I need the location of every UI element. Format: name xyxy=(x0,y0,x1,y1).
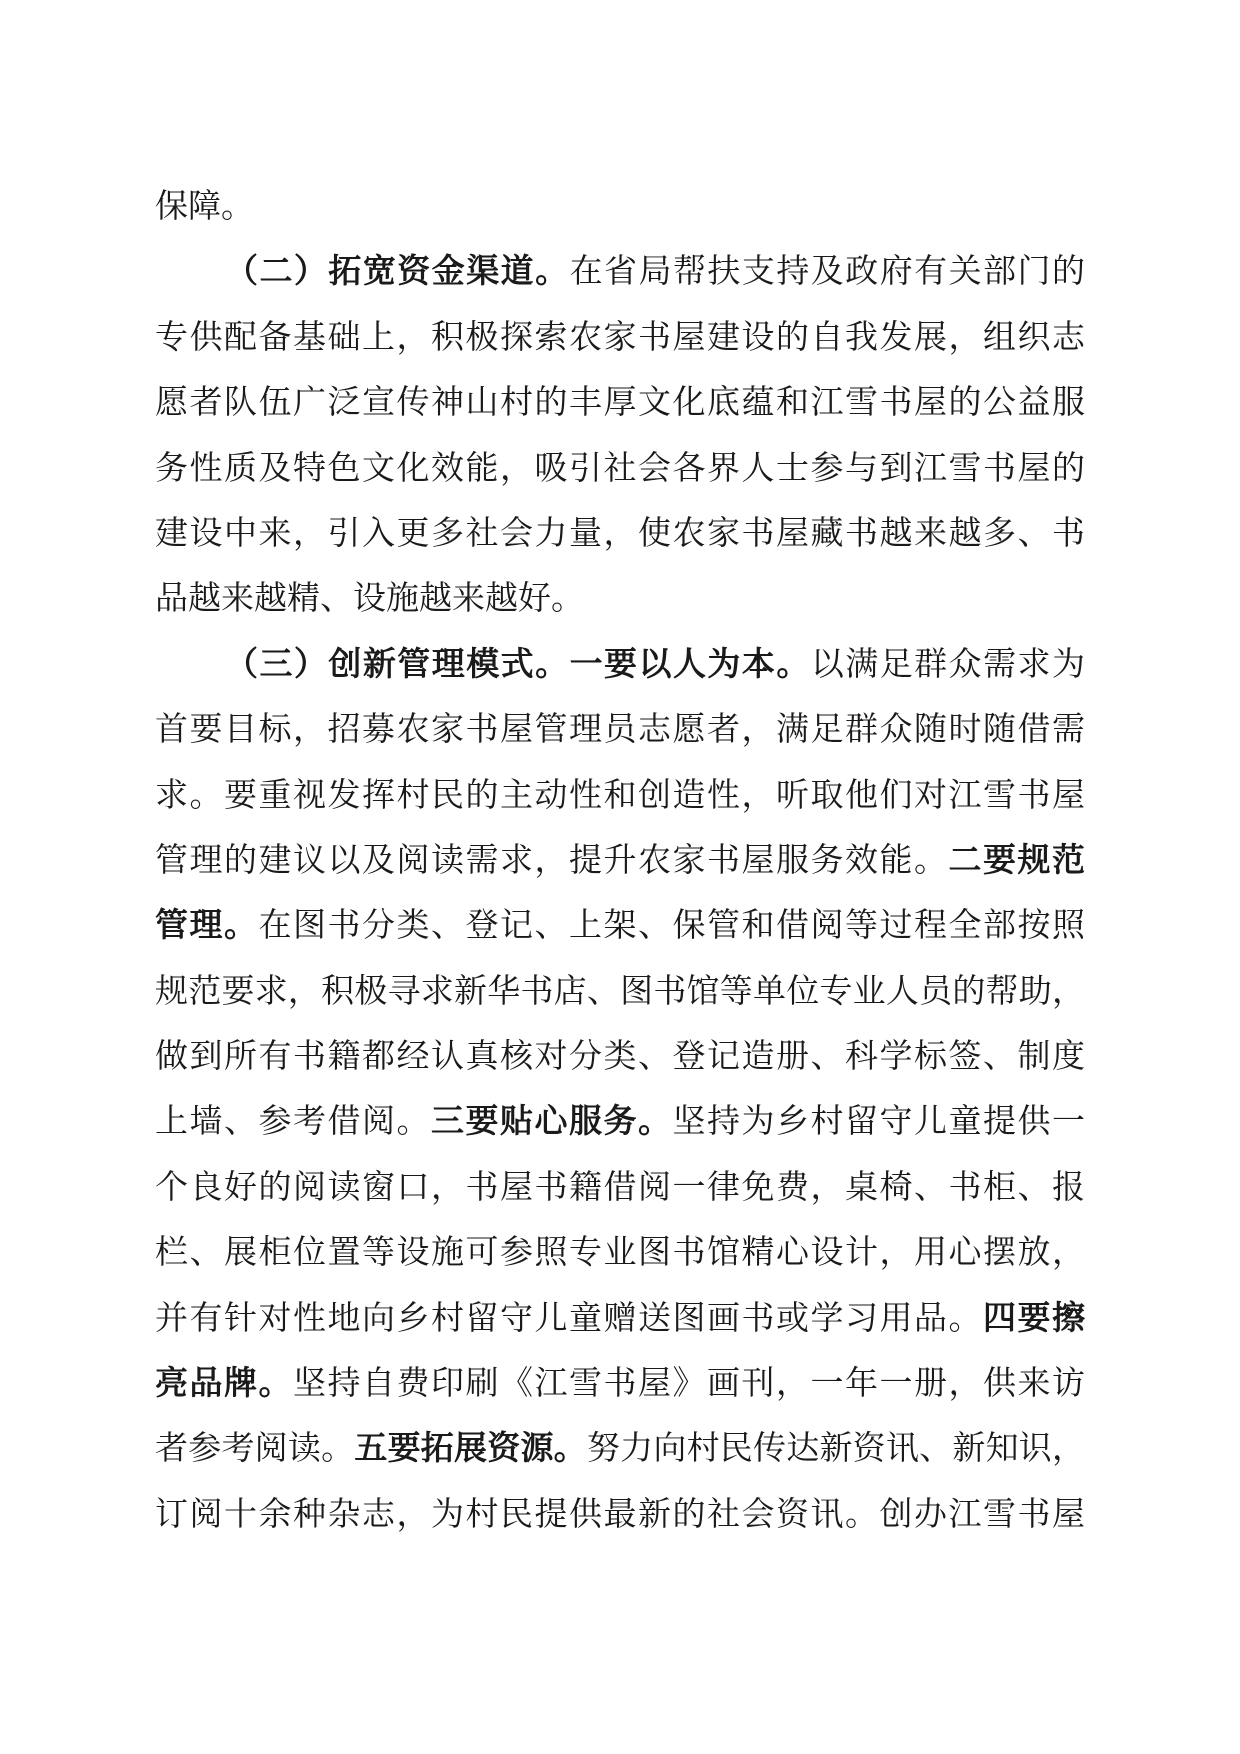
text-line xyxy=(155,513,1085,578)
text-segment: 在图书分类、登记、上架、保管和借阅等过程全部按照 xyxy=(258,905,1085,945)
text-segment: 管理的建议以及阅读需求，提升农家书屋服务效能。 xyxy=(155,839,949,879)
text-line xyxy=(155,317,1085,382)
text-segment: 品越来越精、设施越来越好。 xyxy=(155,578,584,618)
text-segment: 订阅十余种杂志，为村民提供最新的社会资讯。创办江雪书屋 xyxy=(155,1493,1085,1533)
text-segment: 上墙、参考借阅。 xyxy=(155,1101,431,1141)
text-line xyxy=(155,448,1085,513)
text-segment: 个良好的阅读窗口，书屋书籍借阅一律免费，桌椅、书柜、报 xyxy=(155,1166,1085,1206)
text-segment: 务性质及特色文化效能，吸引社会各界人士参与到江雪书屋的 xyxy=(155,447,1085,487)
bold-heading-segment: 亮品牌。 xyxy=(155,1363,293,1403)
text-line xyxy=(155,186,1085,251)
text-segment: 者参考阅读。 xyxy=(155,1428,355,1468)
text-segment: 愿者队伍广泛宣传神山村的丰厚文化底蕴和江雪书屋的公益服 xyxy=(155,382,1085,422)
text-segment: 坚持为乡村留守儿童提供一 xyxy=(672,1101,1085,1141)
text-line xyxy=(155,1363,1085,1428)
text-line xyxy=(155,1298,1085,1363)
text-line xyxy=(155,578,1085,643)
text-segment: 努力向村民传达新资讯、新知识， xyxy=(586,1428,1086,1468)
bold-heading-segment: （二）拓宽资金渠道。 xyxy=(225,251,570,291)
text-line xyxy=(155,905,1085,970)
text-line xyxy=(155,1232,1085,1297)
text-segment: 做到所有书籍都经认真核对分类、登记造册、科学标签、制度 xyxy=(155,1036,1085,1076)
bold-heading-segment: 五要拓展资源。 xyxy=(354,1428,587,1468)
text-line xyxy=(155,1428,1085,1493)
text-line xyxy=(155,1167,1085,1232)
text-segment: 在省局帮扶支持及政府有关部门的 xyxy=(569,251,1086,291)
text-line xyxy=(155,382,1085,447)
bold-heading-segment: 四要擦 xyxy=(983,1297,1085,1337)
text-line xyxy=(155,709,1085,774)
text-line xyxy=(155,1036,1085,1101)
body-text xyxy=(155,186,1085,1559)
bold-heading-segment: （三）创新管理模式。 xyxy=(225,643,570,683)
text-segment: 首要目标，招募农家书屋管理员志愿者，满足群众随时随借需 xyxy=(155,709,1085,749)
text-segment: 栏、展柜位置等设施可参照专业图书馆精心设计，用心摆放， xyxy=(155,1232,1085,1272)
text-segment: 专供配备基础上，积极探索农家书屋建设的自我发展，组织志 xyxy=(155,316,1085,356)
bold-heading-segment: 三要贴心服务。 xyxy=(431,1101,673,1141)
text-segment: 坚持自费印刷《江雪书屋》画刊，一年一册，供来访 xyxy=(293,1363,1085,1403)
text-segment: 求。要重视发挥村民的主动性和创造性，听取他们对江雪书屋 xyxy=(155,774,1085,814)
text-line xyxy=(155,971,1085,1036)
text-line xyxy=(155,644,1085,709)
text-segment: 建设中来，引入更多社会力量，使农家书屋藏书越来越多、书 xyxy=(155,512,1085,552)
text-line xyxy=(155,251,1085,316)
bold-heading-segment: 一要以人为本。 xyxy=(569,643,811,683)
text-segment: 并有针对性地向乡村留守儿童赠送图画书或学习用品。 xyxy=(155,1297,983,1337)
bold-heading-segment: 管理。 xyxy=(155,905,259,945)
bold-heading-segment: 二要规范 xyxy=(948,839,1085,879)
text-segment: 以满足群众需求为 xyxy=(810,643,1086,683)
text-line xyxy=(155,775,1085,840)
text-segment: 保障。 xyxy=(155,186,254,225)
text-line xyxy=(155,1494,1085,1559)
text-line xyxy=(155,1101,1085,1166)
text-segment: 规范要求，积极寻求新华书店、图书馆等单位专业人员的帮助， xyxy=(155,970,1085,1010)
text-line xyxy=(155,840,1085,905)
